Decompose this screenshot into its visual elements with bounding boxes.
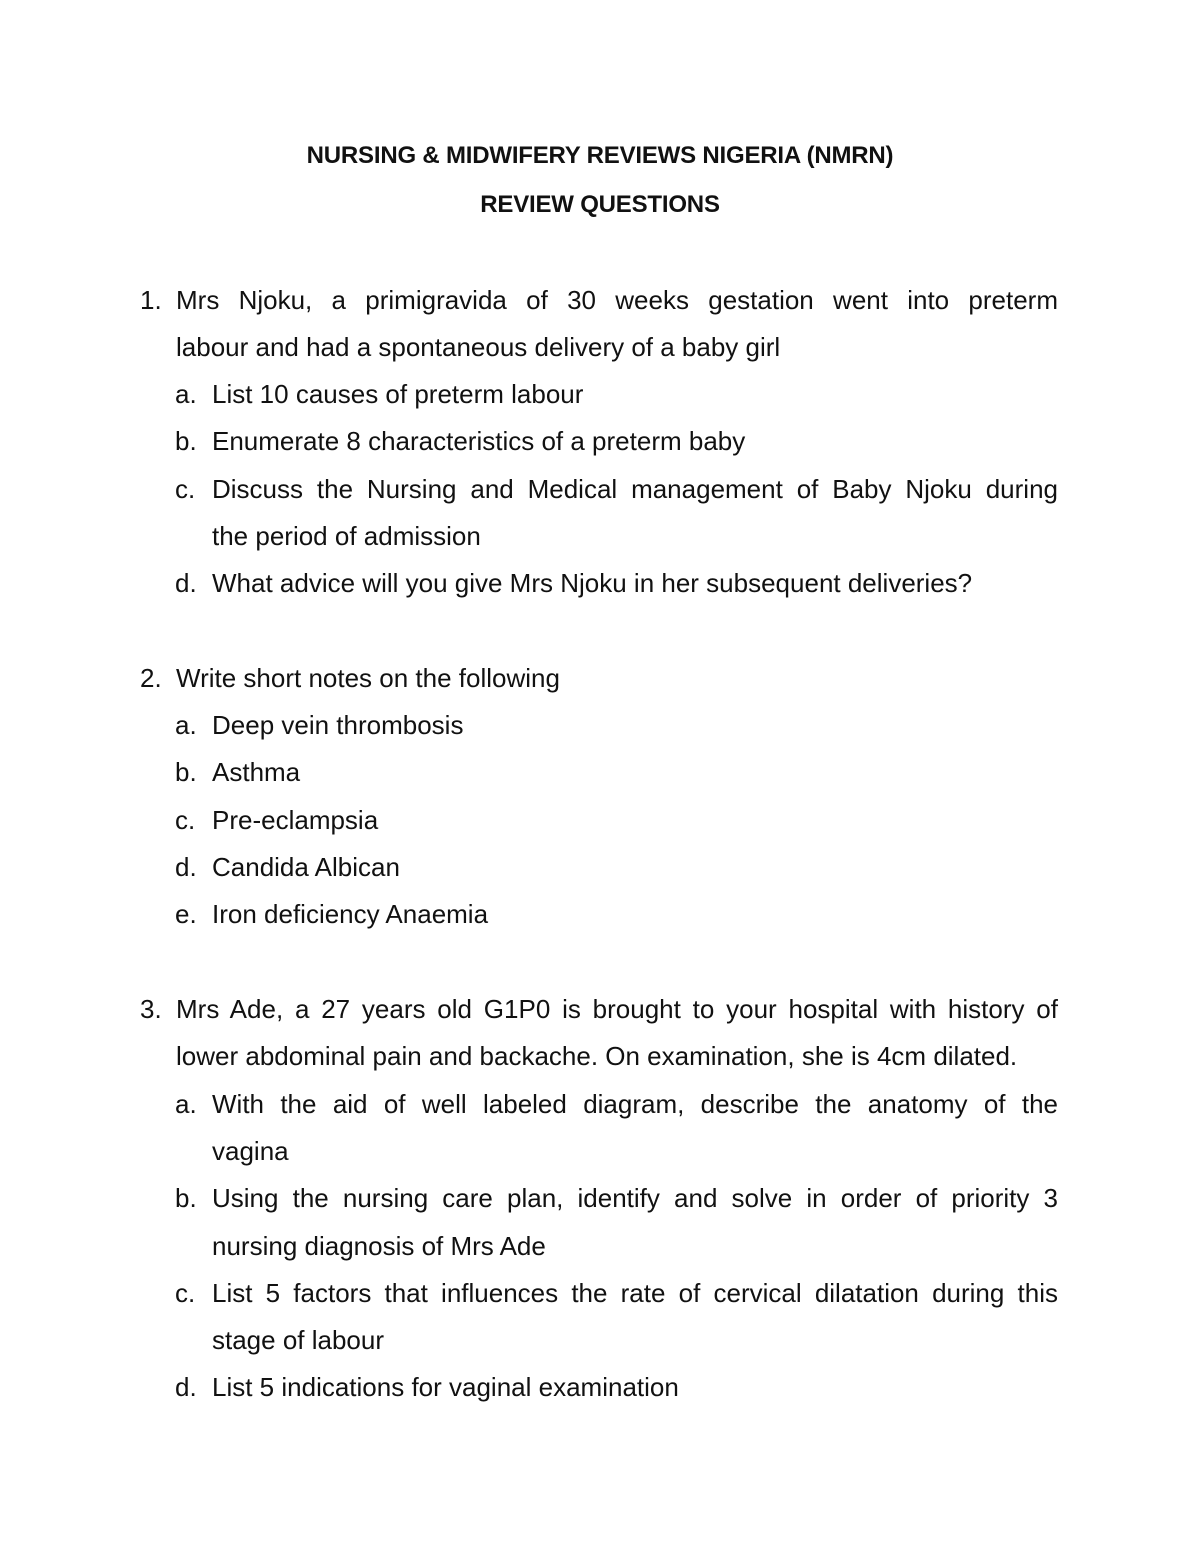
document-title: NURSING & MIDWIFERY REVIEWS NIGERIA (NMRN) [306, 142, 894, 169]
part-text-line: With the aid of well labeled diagram, describe the anatomy of the [212, 1089, 1058, 1119]
question-text-line: lower abdominal pain and backache. On examination, she is 4cm dilated. [176, 1041, 1018, 1071]
question-number: 2. [140, 663, 162, 693]
part-text-line: What advice will you give Mrs Njoku in her subsequent deliveries? [212, 568, 973, 598]
part-letter: c. [175, 474, 196, 504]
part-text-line: vagina [212, 1136, 289, 1166]
part-letter: a. [175, 379, 197, 409]
part-text-line: List 10 causes of preterm labour [212, 379, 584, 409]
part-text-line: Iron deficiency Anaemia [212, 899, 489, 929]
part-letter: b. [175, 426, 197, 456]
part-letter: b. [175, 757, 197, 787]
part-letter: c. [175, 1278, 196, 1308]
part-letter: d. [175, 1372, 197, 1402]
part-letter: b. [175, 1183, 197, 1213]
part-letter: d. [175, 852, 197, 882]
part-text-line: Enumerate 8 characteristics of a preterm baby [212, 426, 746, 456]
part-text-line: List 5 factors that influences the rate of cervical dilatation during this [212, 1278, 1058, 1308]
part-letter: c. [175, 805, 196, 835]
question-text-line: Mrs Ade, a 27 years old G1P0 is brought to your hospital with history of [176, 994, 1058, 1024]
part-text-line: the period of admission [212, 521, 481, 551]
part-text-line: Discuss the Nursing and Medical management of Baby Njoku during [212, 474, 1058, 504]
part-text-line: Deep vein thrombosis [212, 710, 464, 740]
part-text-line: nursing diagnosis of Mrs Ade [212, 1231, 546, 1261]
question-text-line: Mrs Njoku, a primigravida of 30 weeks gestation went into preterm [176, 285, 1058, 315]
question-number: 3. [140, 994, 162, 1024]
part-letter: a. [175, 710, 197, 740]
question-text-line: Write short notes on the following [176, 663, 560, 693]
question-text-line: labour and had a spontaneous delivery of a baby girl [176, 332, 781, 362]
part-text-line: Asthma [212, 757, 301, 787]
part-text-line: Candida Albican [212, 852, 400, 882]
part-text-line: List 5 indications for vaginal examination [212, 1372, 679, 1402]
question-number: 1. [140, 285, 162, 315]
document-subtitle: REVIEW QUESTIONS [480, 191, 720, 218]
part-letter: e. [175, 899, 197, 929]
part-text-line: Pre-eclampsia [212, 805, 379, 835]
part-letter: a. [175, 1089, 197, 1119]
part-letter: d. [175, 568, 197, 598]
part-text-line: Using the nursing care plan, identify and solve in order of priority 3 [212, 1183, 1058, 1213]
part-text-line: stage of labour [212, 1325, 385, 1355]
